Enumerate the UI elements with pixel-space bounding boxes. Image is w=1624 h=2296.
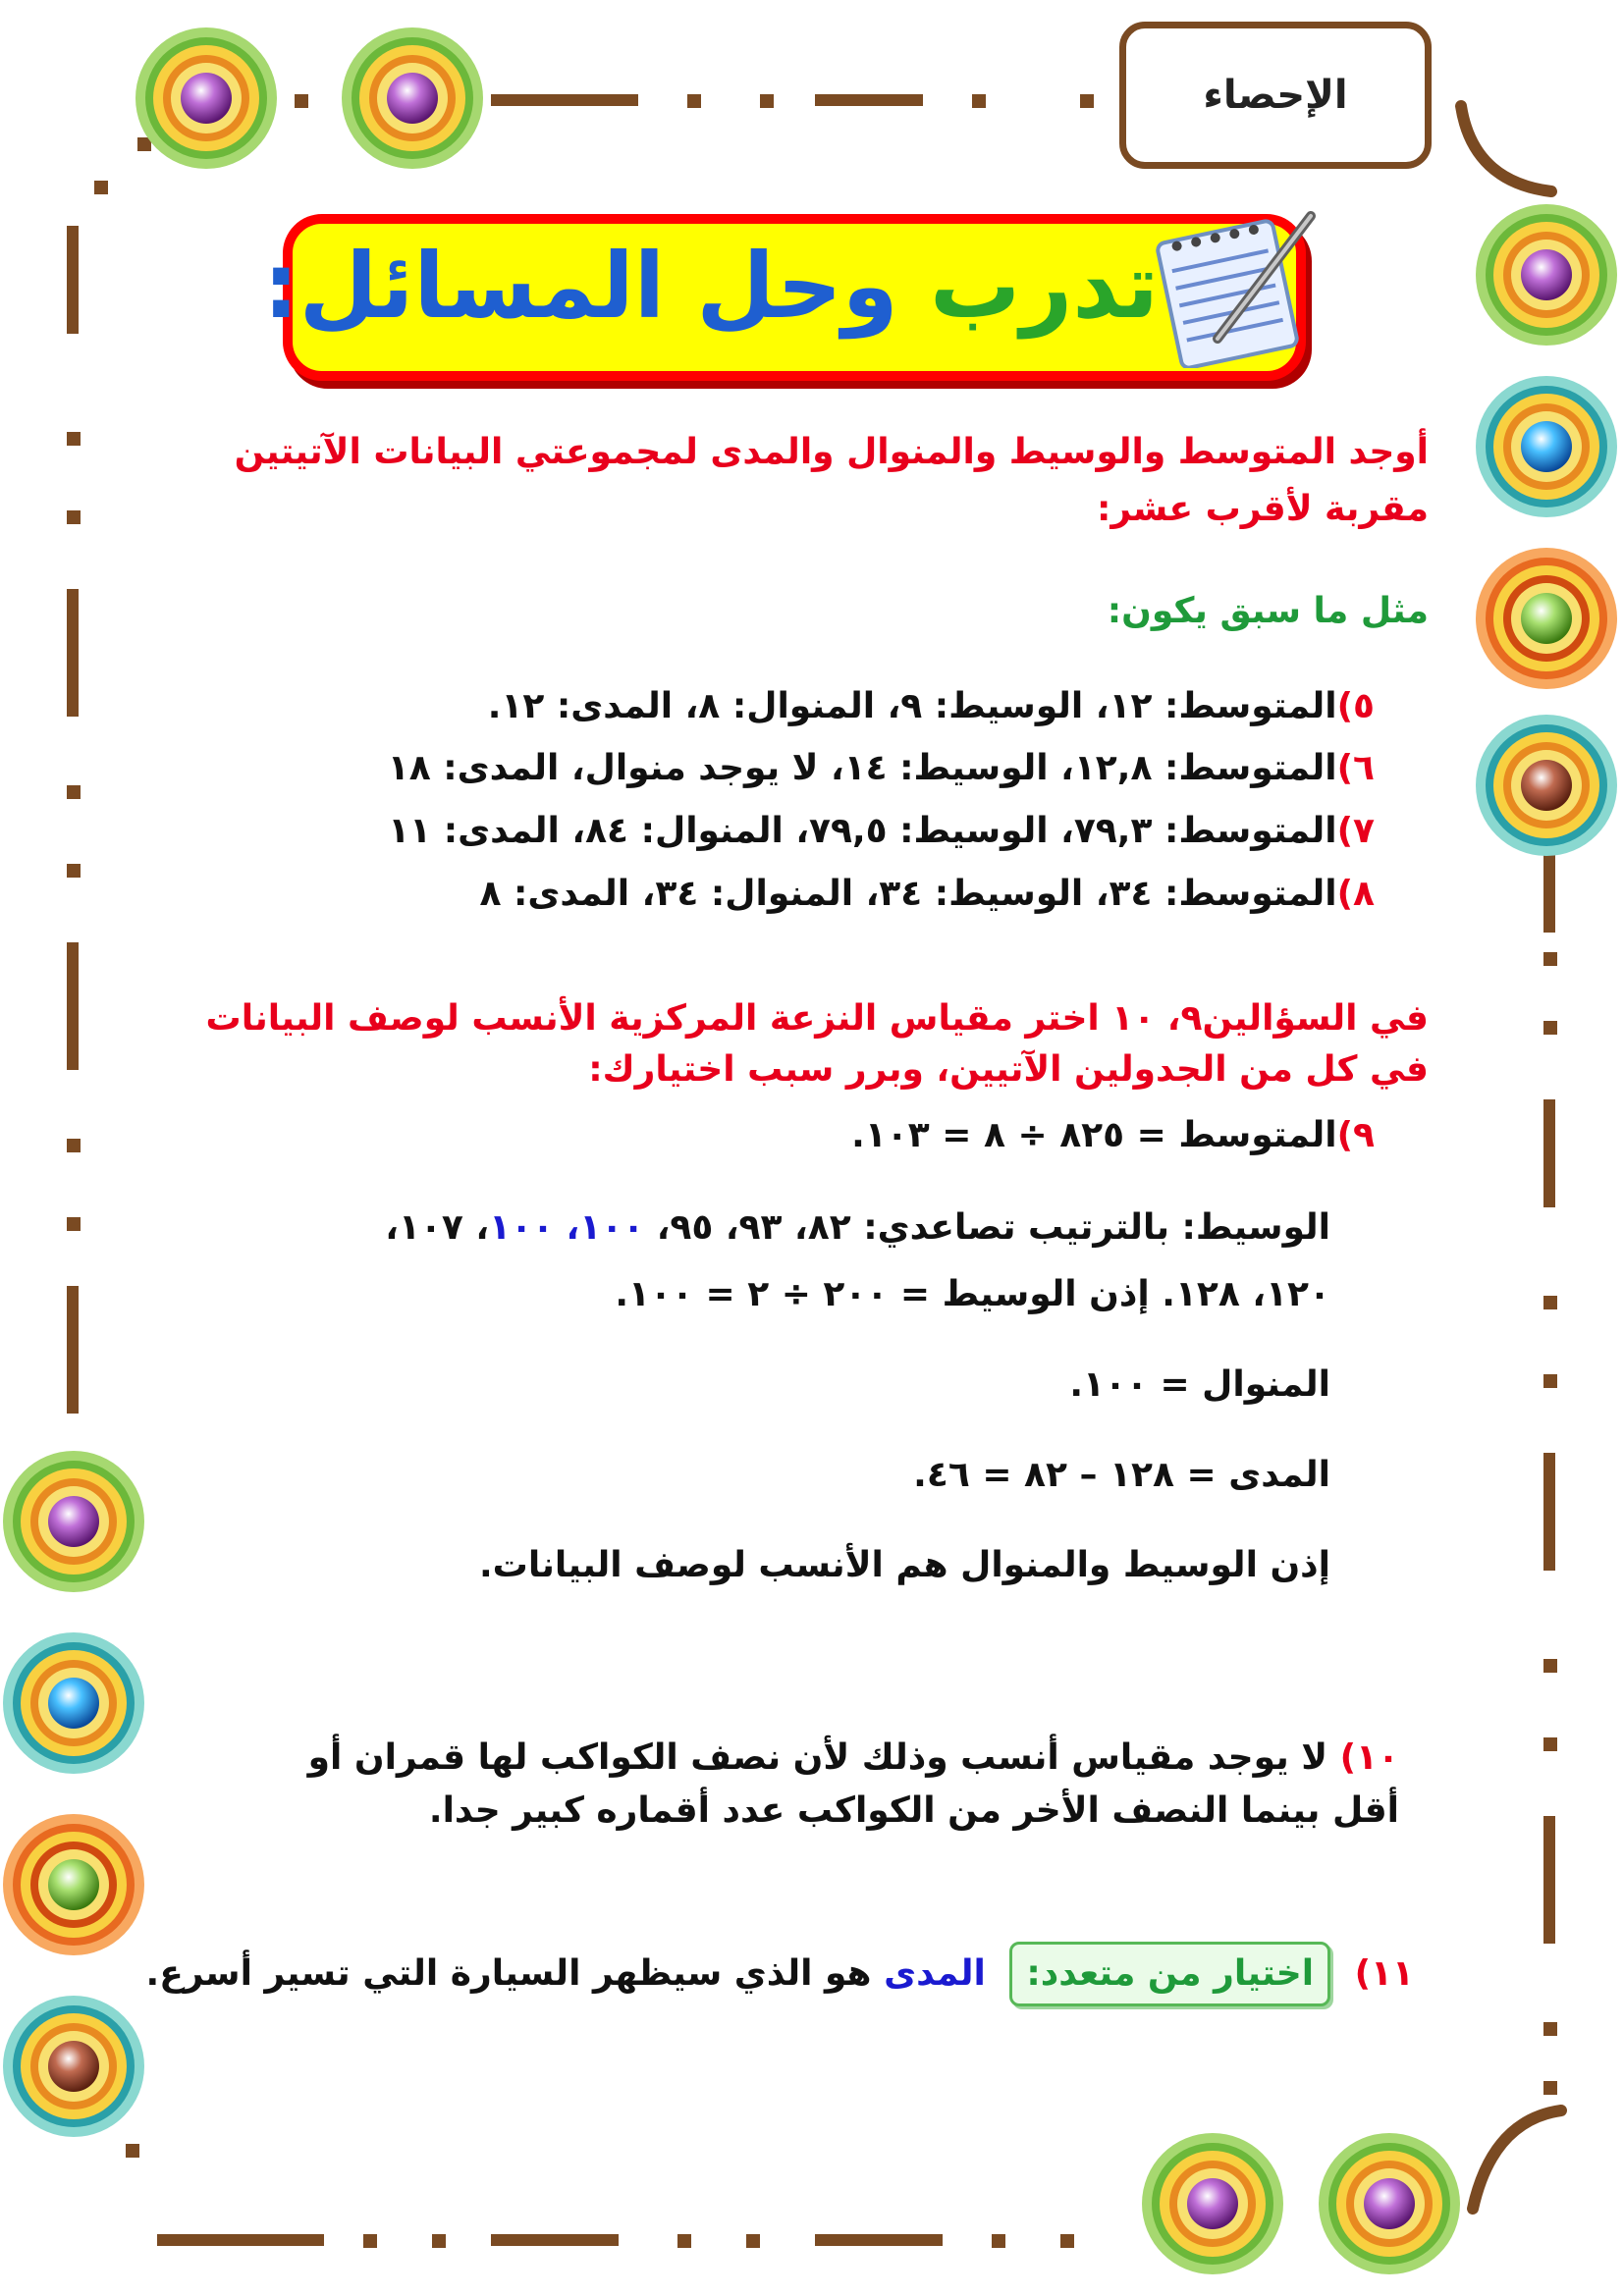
flower-icon [1473, 545, 1620, 692]
median-highlight: ١٠٠، ١٠٠ [489, 1207, 645, 1248]
question-9-10-prompt: في السؤالين٩، ١٠ اختر مقياس النزعة المركزية الأنسب لوصف البيانات في كل من الجدولين الآتيين، وبرر سبب اختيارك: [205, 998, 1429, 1090]
answer-number: ٩) [1336, 1115, 1375, 1155]
answer-number: ٥) [1336, 686, 1375, 726]
title-word-1: تدرب [929, 234, 1159, 339]
answer-text: المتوسط: ٣٤، الوسيط: ٣٤، المنوال: ٣٤، المدى: ٨ [479, 874, 1337, 914]
answer-text: المتوسط: ١٢,٨، الوسيط: ١٤، لا يوجد منوال، المدى: ١٨ [387, 748, 1337, 788]
answer-10 [236, 1732, 1399, 1838]
answer-9-mean [393, 1111, 1375, 1160]
answer-5 [295, 682, 1375, 731]
answer-9-range: المدى = ١٢٨ – ٨٢ = ٤٦. [913, 1455, 1330, 1495]
instruction-text: أوجد المتوسط والوسيط والمنوال والمدى لمجموعتي البيانات الآتيتين مقربة لأقرب عشر: [234, 432, 1429, 529]
flower-icon [0, 1993, 147, 2140]
answer-6 [295, 744, 1375, 793]
answer-number: ٧) [1336, 811, 1375, 851]
median-suffix: ، ١٠٧، [385, 1207, 490, 1248]
answer-9-mode: المنوال = ١٠٠. [1069, 1364, 1330, 1405]
multiple-choice-label: اختيار من متعدد: [1009, 1942, 1330, 2006]
flower-icon [133, 25, 280, 172]
flower-icon [0, 1448, 147, 1595]
page-title [262, 208, 1159, 365]
mean-text: المتوسط = ٨٢٥ ÷ ٨ = ١٠٣. [851, 1115, 1337, 1155]
answer-9-conclusion: إذن الوسيط والمنوال هم الأنسب لوصف البيانات. [478, 1545, 1330, 1585]
answer-10-text: لا يوجد مقياس أنسب وذلك لأن نصف الكواكب لها قمران أو أقل بينما النصف الأخر من الكواكب عدد أقماره كبير جدا. [307, 1737, 1399, 1831]
answer-11-word: المدى [884, 1953, 986, 1994]
flower-icon [0, 1629, 147, 1777]
title-word-2: وحل المسائل: [262, 234, 898, 339]
flower-icon [1139, 2130, 1286, 2277]
median-prefix: الوسيط: بالترتيب تصاعدي: ٨٢، ٩٣، ٩٥، [644, 1207, 1330, 1248]
answer-9-median-line1 [236, 1203, 1330, 1253]
flower-icon [339, 25, 486, 172]
answer-number: ١٠) [1339, 1737, 1399, 1778]
flower-icon [1473, 201, 1620, 348]
subject-box [1119, 22, 1432, 169]
hint-text: مثل ما سبق يكون: [1107, 591, 1429, 631]
answer-number: ١١) [1354, 1953, 1414, 1994]
answer-11 [145, 1942, 1414, 2006]
answer-9-median-line2: ١٢٠، ١٢٨. إذن الوسيط = ٢٠٠ ÷ ٢ = ١٠٠. [615, 1274, 1330, 1314]
answer-8 [295, 870, 1375, 919]
subject-title: الإحصاء [1203, 73, 1348, 118]
flower-icon [1473, 712, 1620, 859]
answer-number: ٨) [1336, 874, 1375, 914]
flower-icon [0, 1811, 147, 1958]
flower-icon [1473, 373, 1620, 520]
answer-text: المتوسط: ٧٩,٣، الوسيط: ٧٩,٥، المنوال: ٨٤، المدى: ١١ [388, 811, 1337, 851]
answer-number: ٦) [1336, 748, 1375, 788]
answer-11-text: هو الذي سيظهر السيارة التي تسير أسرع. [145, 1953, 872, 1994]
notepad-icon [1149, 201, 1326, 368]
answer-7 [295, 807, 1375, 856]
answer-text: المتوسط: ١٢، الوسيط: ٩، المنوال: ٨، المدى: ١٢. [487, 686, 1337, 726]
flower-icon [1316, 2130, 1463, 2277]
